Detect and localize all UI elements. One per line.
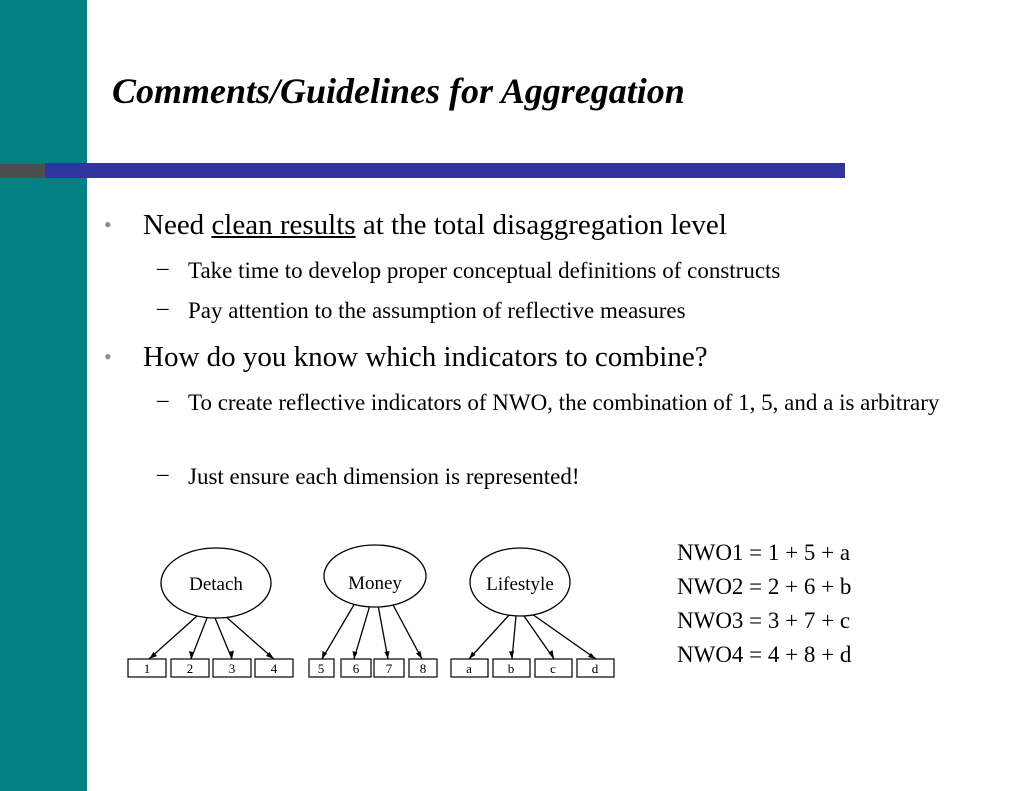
equations: [677, 536, 851, 672]
equation-nwo3: NWO3 = 3 + 7 + c: [677, 608, 851, 633]
sub-bullet-marker: –: [157, 295, 169, 320]
factor-label-lifestyle: Lifestyle: [486, 574, 554, 595]
indicator-label: 2: [186, 661, 194, 676]
indicator-label: 8: [419, 661, 427, 676]
arrowhead: [416, 651, 422, 659]
sub-bullet-text: Take time to develop proper conceptual definitions of constructs: [188, 258, 781, 283]
indicator-boxes: [128, 659, 614, 677]
equation-nwo2: NWO2 = 2 + 6 + b: [677, 574, 852, 599]
equation-nwo4: NWO4 = 4 + 8 + d: [677, 642, 852, 667]
bullet-marker: •: [104, 212, 112, 237]
indicator-label: 1: [143, 661, 151, 676]
equation-nwo1: NWO1 = 1 + 5 + a: [677, 540, 851, 565]
sub-bullet-marker: –: [157, 255, 169, 280]
bullet-text: How do you know which indicators to combine?: [143, 341, 708, 373]
sub-bullet-marker: –: [157, 387, 169, 412]
sub-bullet-text: To create reflective indicators of NWO, the combination of 1, 5, and a is arbitrary: [188, 390, 940, 415]
factor-label-money: Money: [348, 573, 402, 594]
bullet-text-post: at the total disaggregation level: [355, 209, 727, 241]
arrow-money-6: [354, 605, 370, 659]
indicator-label: 7: [385, 661, 393, 676]
arrowheads: [149, 650, 596, 659]
sub-bullet-marker: –: [157, 461, 169, 486]
indicator-label: b: [507, 661, 515, 676]
bullet-text-emphasis: clean results: [211, 209, 356, 241]
arrow-lifestyle-a: [469, 614, 510, 659]
sub-bullet-text: Just ensure each dimension is represented!: [188, 464, 580, 489]
indicator-label: 4: [270, 661, 278, 676]
arrow-money-5: [322, 603, 355, 659]
indicator-label: c: [550, 661, 556, 676]
arrow-money-7: [378, 605, 388, 659]
bullet-text-pre: Need: [143, 209, 212, 241]
bullet-marker: •: [104, 344, 112, 369]
arrow-money-8: [392, 603, 422, 659]
indicator-label: 3: [228, 661, 236, 676]
indicator-label: 6: [352, 661, 360, 676]
slide-title: Comments/Guidelines for Aggregation: [112, 71, 685, 111]
arrow-lifestyle-d: [532, 614, 596, 659]
factor-label-detach: Detach: [189, 574, 243, 595]
arrowhead: [385, 651, 390, 659]
indicator-label: d: [591, 661, 599, 676]
indicator-label: 5: [317, 661, 325, 676]
sub-bullet-text: Pay attention to the assumption of reflective measures: [188, 298, 686, 323]
indicator-label: a: [466, 661, 472, 676]
